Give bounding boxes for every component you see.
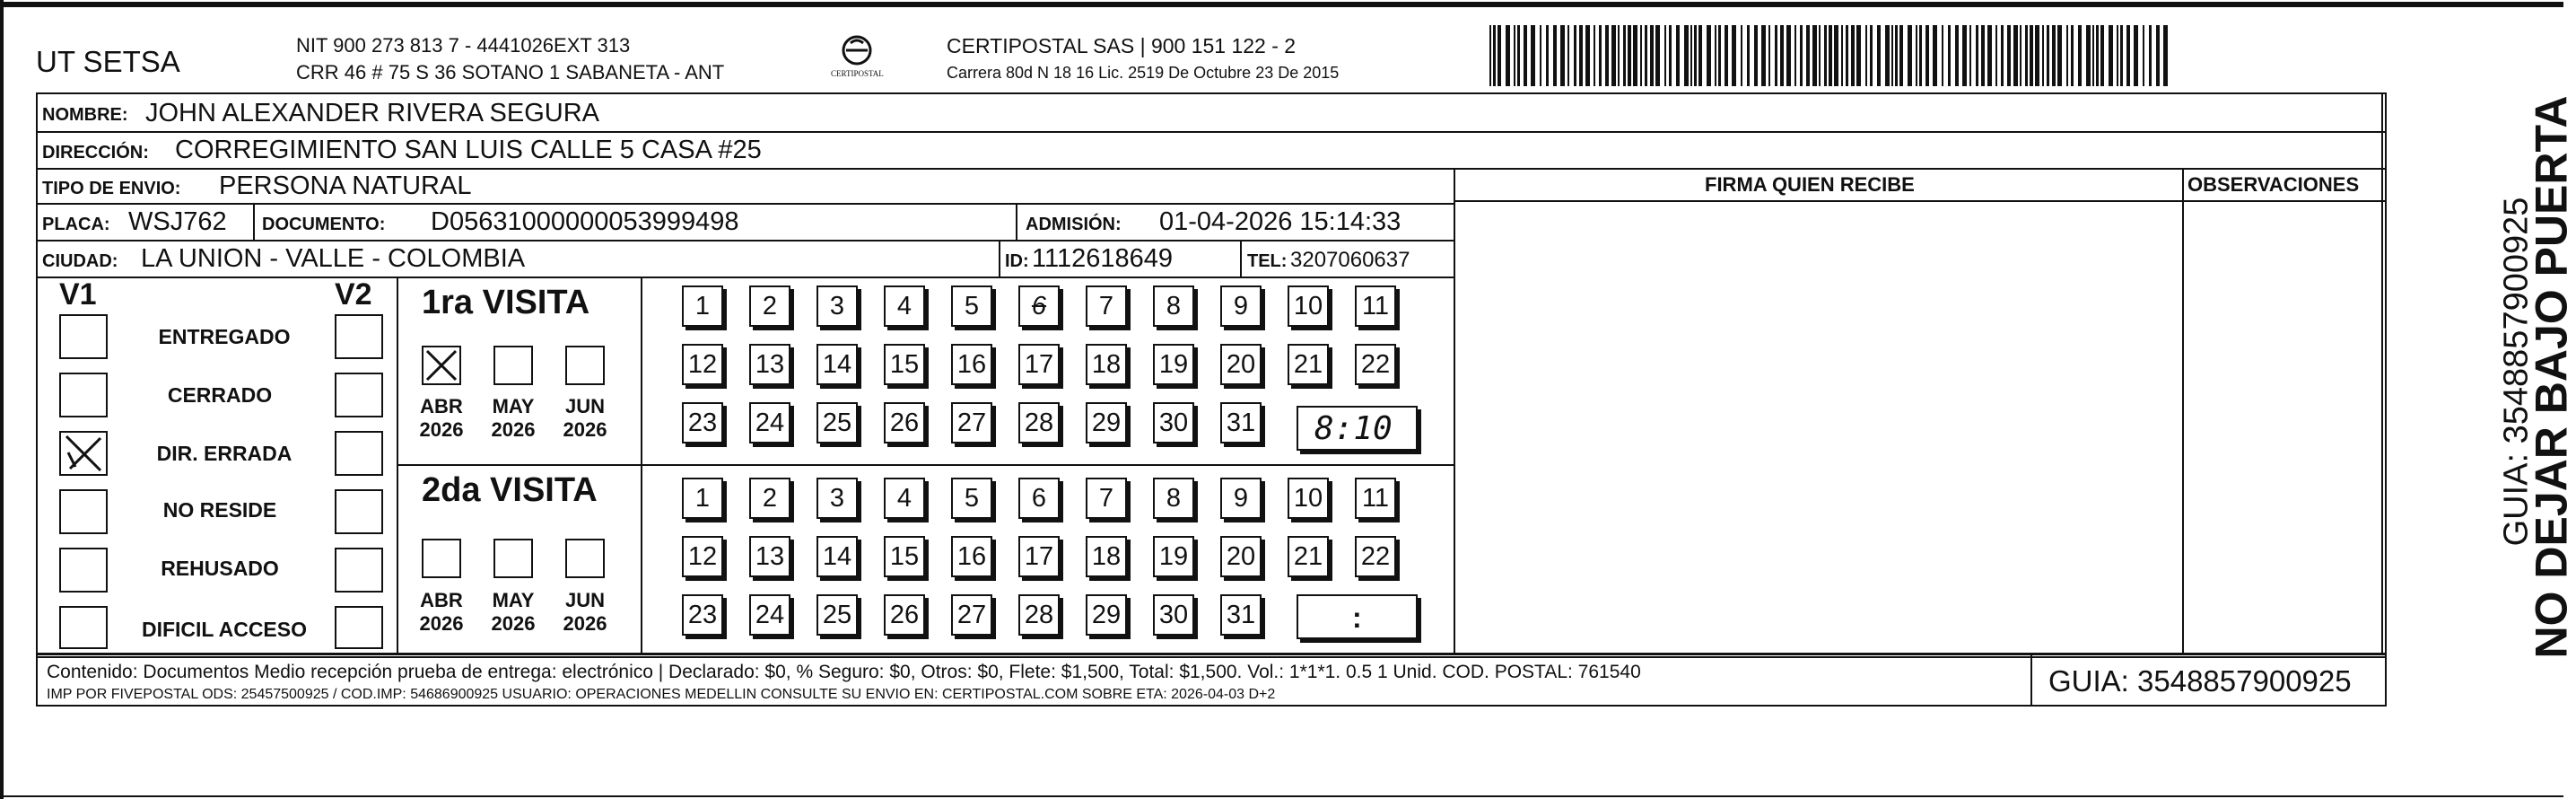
firma-header: FIRMA QUIEN RECIBE [1705,173,1915,196]
barcode-bar [1754,25,1758,86]
barcode-bar [1942,25,1943,86]
second-visit-day-6[interactable]: 6 [1018,478,1060,519]
nombre-value: JOHN ALEXANDER RIVERA SEGURA [145,99,600,127]
first-visit-day-25[interactable]: 25 [816,402,858,443]
second-visit-day-25[interactable]: 25 [816,594,858,636]
tel-value: 3207060637 [1290,248,1410,272]
certipostal-logo-icon [825,32,888,86]
barcode-bar [2007,25,2011,86]
second-visit-day-7[interactable]: 7 [1086,478,1127,519]
barcode-bar [1618,25,1620,86]
first-visit-day-18[interactable]: 18 [1086,344,1127,385]
first-visit-day-6[interactable]: 6 [1018,285,1060,327]
tipo-envio-value: PERSONA NATURAL [219,171,472,200]
barcode-bar [1856,25,1861,86]
barcode-bar [1794,25,1796,86]
divider [1454,200,2387,202]
month-name: MAY [492,395,535,417]
second-visit-day-16[interactable]: 16 [951,536,992,577]
second-visit-day-28[interactable]: 28 [1018,594,1060,636]
first-visit-month-may-checkbox[interactable] [493,346,533,385]
first-visit-day-19[interactable]: 19 [1153,344,1194,385]
divider [397,464,1454,466]
barcode-bar [1560,25,1565,86]
first-visit-day-11[interactable]: 11 [1355,285,1396,327]
second-visit-day-22[interactable]: 22 [1355,536,1396,577]
second-month-label-may [482,589,545,637]
first-visit-day-13[interactable]: 13 [749,344,790,385]
barcode-bar [1834,25,1838,86]
barcode-bar [1655,25,1660,86]
first-visit-day-31[interactable]: 31 [1220,402,1262,443]
first-visit-day-27[interactable]: 27 [951,402,992,443]
first-visit-day-12[interactable]: 12 [682,344,723,385]
barcode-bar [1870,25,1873,86]
barcode-bar [2109,25,2113,86]
barcode-bar [1718,25,1721,86]
tel-label: TEL: [1247,251,1288,271]
first-visit-day-7[interactable]: 7 [1086,285,1127,327]
barcode-bar [1715,25,1716,86]
tipo-envio-label: TIPO DE ENVIO: [42,179,181,198]
barcode-bar [2047,25,2049,86]
barcode-bar [1780,25,1784,86]
second-visit-day-18[interactable]: 18 [1086,536,1127,577]
bottom-border [0,795,2563,797]
barcode-bar [2052,25,2056,86]
first-visit-day-2[interactable]: 2 [749,285,790,327]
barcode-bar [2071,25,2074,86]
barcode-bar [1506,25,1510,86]
barcode-bar [1976,25,1978,86]
barcode-bar [1851,25,1855,86]
barcode-bar [2149,25,2152,86]
barcode-bar [1540,25,1541,86]
barcode-bar [1585,25,1590,86]
second-visit-day-8[interactable]: 8 [1153,478,1194,519]
barcode-bar [1908,25,1912,86]
second-visit-day-4[interactable]: 4 [884,478,925,519]
month-name: MAY [492,589,535,611]
divider [1016,203,1017,240]
barcode-bar [1553,25,1557,86]
ciudad-value: LA UNION - VALLE - COLOMBIA [141,244,526,273]
first-visit-day-10[interactable]: 10 [1288,285,1329,327]
direccion-label: DIRECCIÓN: [42,143,149,162]
first-visit-month-abr-checkbox[interactable] [422,346,461,385]
v1-checkbox-entregado[interactable] [59,314,108,359]
barcode-bar [2013,25,2018,86]
barcode-bar [1725,25,1728,86]
v1-checkbox-dificil-acceso[interactable] [59,606,108,649]
barcode-bar [2143,25,2144,86]
v1-checkbox-cerrado[interactable] [59,373,108,417]
first-visit-day-9[interactable]: 9 [1220,285,1262,327]
second-visit-day-9[interactable]: 9 [1220,478,1262,519]
divider [253,203,255,240]
placa-label: PLACA: [42,215,110,234]
admision-label: ADMISIÓN: [1026,215,1122,234]
v2-checkbox-entregado[interactable] [335,314,383,359]
imp-line: IMP POR FIVEPOSTAL ODS: 25457500925 / COD.IMP: 54686900925 USUARIO: OPERACIONES MEDELLIN CONSULTE SU ENVIO EN: CERTIPOSTAL.COM SOBRE ETA: 2026-04-03 D+2 [47,687,1276,702]
barcode-bar [1987,25,1992,86]
first-visit-day-5[interactable]: 5 [951,285,992,327]
barcode-bar [1698,25,1702,86]
placa-value: WSJ762 [128,207,227,236]
barcode [1489,25,2171,86]
divider [2030,653,2032,707]
barcode-bar [1899,25,1903,86]
barcode-bar [1955,25,1959,86]
ciudad-label: CIUDAD: [42,251,118,271]
second-visit-day-14[interactable]: 14 [816,536,858,577]
v2-checkbox-no-reside[interactable] [335,489,383,534]
status-dir-errada-label: DIR. ERRADA [156,442,293,465]
v2-checkbox-cerrado[interactable] [335,373,383,417]
v2-checkbox-dificil-acceso[interactable] [335,606,383,649]
barcode-bar [1829,25,1832,86]
first-visit-day-3[interactable]: 3 [816,285,858,327]
barcode-bar [1962,25,1967,86]
id-label: ID: [1005,251,1029,271]
second-visit-month-abr-checkbox[interactable] [422,539,461,578]
barcode-bar [1995,25,1997,86]
barcode-bar [2025,25,2028,86]
v1-checkbox-dir-errada[interactable] [59,431,108,476]
first-month-label-may [482,395,545,443]
first-visit-day-20[interactable]: 20 [1220,344,1262,385]
top-border [0,2,2563,7]
barcode-bar [1546,25,1549,86]
first-month-label-abr [410,395,473,443]
barcode-bar [1645,25,1647,86]
barcode-bar [1981,25,1985,86]
barcode-bar [1628,25,1631,86]
barcode-bar [1806,25,1810,86]
barcode-bar [2035,25,2039,86]
v2-label: V2 [335,277,372,312]
first-visit-day-23[interactable]: 23 [682,402,723,443]
second-visit-day-17[interactable]: 17 [1018,536,1060,577]
side-guia-number: GUIA: 3548857900925 [2497,197,2536,547]
barcode-bar [1891,25,1893,86]
second-visit-time-value: : [1352,601,1362,634]
barcode-bar [1579,25,1583,86]
barcode-bar [2100,25,2104,86]
barcode-bar [1594,25,1595,86]
barcode-bar [1574,25,1576,86]
id-value: 1112618649 [1032,244,1173,273]
barcode-bar [1895,25,1898,86]
admision-value: 01-04-2026 15:14:33 [1159,207,1402,236]
second-visit-day-1[interactable]: 1 [682,478,723,519]
barcode-bar [2092,25,2094,86]
barcode-bar [1664,25,1666,86]
status-dificil-acceso-label: DIFICIL ACCESO [141,618,307,641]
barcode-bar [2042,25,2044,86]
status-cerrado-label: CERRADO [167,383,273,407]
v2-checkbox-rehusado[interactable] [335,548,383,593]
barcode-bar [1605,25,1609,86]
barcode-bar [1775,25,1777,86]
second-visit-time-box[interactable] [1297,594,1418,639]
second-visit-month-may-checkbox[interactable] [493,539,533,578]
second-visit-day-12[interactable]: 12 [682,536,723,577]
barcode-bar [1768,25,1770,86]
barcode-bar [2134,25,2138,86]
barcode-bar [1567,25,1569,86]
second-visit-day-31[interactable]: 31 [1220,594,1262,636]
barcode-bar [1676,25,1680,86]
month-year: 2026 [491,418,536,442]
status-rehusado-label: REHUSADO [161,557,279,580]
status-no-reside-label: NO RESIDE [162,498,277,522]
second-visit-title: 2da VISITA [422,471,598,509]
no-dejar-bajo-puerta-warning: NO DEJAR BAJO PUERTA [2526,95,2576,659]
barcode-bar [1786,25,1791,86]
month-year: 2026 [563,612,607,636]
month-year: 2026 [491,612,536,636]
barcode-bar [1517,25,1520,86]
barcode-bar [1524,25,1527,86]
first-visit-day-17[interactable]: 17 [1018,344,1060,385]
first-visit-day-1[interactable]: 1 [682,285,723,327]
barcode-bar [1684,25,1689,86]
first-month-label-jun [554,395,616,443]
divider [2182,168,2184,653]
second-visit-day-29[interactable]: 29 [1086,594,1127,636]
divider [36,277,1454,278]
barcode-bar [1732,25,1736,86]
barcode-bar [1919,25,1922,86]
barcode-bar [1877,25,1881,86]
barcode-bar [1819,25,1821,86]
first-visit-title: 1ra VISITA [422,284,590,321]
second-visit-day-10[interactable]: 10 [1288,478,1329,519]
second-visit-day-3[interactable]: 3 [816,478,858,519]
barcode-bar [1925,25,1929,86]
v2-checkbox-dir-errada[interactable] [335,431,383,476]
barcode-bar [1824,25,1827,86]
barcode-bar [1623,25,1626,86]
first-visit-day-28[interactable]: 28 [1018,402,1060,443]
second-visit-day-30[interactable]: 30 [1153,594,1194,636]
footer-guia: GUIA: 3548857900925 [2048,664,2352,698]
month-name: JUN [564,395,605,417]
barcode-bar [1650,25,1654,86]
handwritten-x-mark-icon [61,433,106,474]
barcode-bar [1707,25,1711,86]
logo-text: CERTIPOSTAL [831,69,884,78]
barcode-bar [1741,25,1742,86]
barcode-bar [1599,25,1602,86]
first-visit-month-jun-checkbox[interactable] [565,346,605,385]
barcode-bar [1800,25,1803,86]
v1-checkbox-rehusado[interactable] [59,548,108,593]
barcode-bar [2126,25,2130,86]
second-month-label-jun [554,589,616,637]
barcode-bar [2117,25,2118,86]
first-visit-day-4[interactable]: 4 [884,285,925,327]
barcode-bar [1933,25,1937,86]
second-visit-day-23[interactable]: 23 [682,594,723,636]
certipostal-logo [825,32,888,86]
divider [2381,92,2383,653]
barcode-image [1489,25,2171,86]
barcode-bar [1514,25,1515,86]
barcode-bar [1498,25,1501,86]
documento-value: D05631000000053999498 [431,207,739,236]
barcode-bar [1633,25,1637,86]
barcode-bar [1812,25,1817,86]
first-visit-day-24[interactable]: 24 [749,402,790,443]
second-visit-day-13[interactable]: 13 [749,536,790,577]
divider [36,168,2387,170]
barcode-bar [1531,25,1535,86]
direccion-value: CORREGIMIENTO SAN LUIS CALLE 5 CASA #25 [175,136,762,164]
barcode-bar [2020,25,2022,86]
barcode-bar [1493,25,1496,86]
barcode-bar [1846,25,1848,86]
barcode-bar [2030,25,2033,86]
barcode-bar [2078,25,2082,86]
company-address: CRR 46 # 75 S 36 SOTANO 1 SABANETA - ANT [296,61,725,83]
observaciones-header: OBSERVACIONES [2187,173,2360,196]
left-border [0,0,4,799]
second-visit-day-21[interactable]: 21 [1288,536,1329,577]
documento-label: DOCUMENTO: [262,215,386,234]
barcode-bar [2120,25,2123,86]
month-year: 2026 [419,612,464,636]
barcode-bar [2156,25,2160,86]
second-visit-day-15[interactable]: 15 [884,536,925,577]
barcode-bar [1916,25,1917,86]
license-line: Carrera 80d N 18 16 Lic. 2519 De Octubre 23 De 2015 [947,64,1340,82]
first-visit-day-16[interactable]: 16 [951,344,992,385]
second-visit-month-jun-checkbox[interactable] [565,539,605,578]
status-entregado-label: ENTREGADO [158,325,291,348]
first-visit-day-30[interactable]: 30 [1153,402,1194,443]
second-visit-day-2[interactable]: 2 [749,478,790,519]
first-visit-day-22[interactable]: 22 [1355,344,1396,385]
barcode-bar [1969,25,1971,86]
second-visit-day-27[interactable]: 27 [951,594,992,636]
first-visit-time-box[interactable] [1297,406,1418,451]
first-visit-day-26[interactable]: 26 [884,402,925,443]
barcode-bar [1747,25,1750,86]
divider [1454,168,1455,653]
barcode-bar [1694,25,1697,86]
barcode-bar [1640,25,1642,86]
divider [1240,240,1242,277]
first-visit-day-8[interactable]: 8 [1153,285,1194,327]
first-visit-day-21[interactable]: 21 [1288,344,1329,385]
barcode-bar [2096,25,2099,86]
first-visit-day-29[interactable]: 29 [1086,402,1127,443]
second-visit-day-19[interactable]: 19 [1153,536,1194,577]
second-visit-day-11[interactable]: 11 [1355,478,1396,519]
barcode-bar [1841,25,1843,86]
month-name: ABR [420,395,463,417]
certipostal-line: CERTIPOSTAL SAS | 900 151 122 - 2 [947,34,1297,57]
company-name: UT SETSA [36,45,180,78]
divider [999,240,1000,277]
second-visit-day-26[interactable]: 26 [884,594,925,636]
divider [36,203,1454,205]
handwritten-x-mark-icon [424,347,459,383]
barcode-bar [1669,25,1672,86]
nombre-label: NOMBRE: [42,105,128,125]
second-visit-day-20[interactable]: 20 [1220,536,1262,577]
second-month-label-abr [410,589,473,637]
second-visit-day-5[interactable]: 5 [951,478,992,519]
barcode-bar [2086,25,2091,86]
barcode-bar [2066,25,2068,86]
month-year: 2026 [419,418,464,442]
barcode-bar [2057,25,2062,86]
contenido-line: Contenido: Documentos Medio recepción prueba de entrega: electrónico | Declarado: $0, % Seguro: $0, Otros: $0, Flete: $1,500, Total: $1,500. Vol.: 1*1*1. 0.5 1 Unid. COD. POSTAL: 761540 [47,662,1641,682]
divider [36,131,2387,133]
barcode-bar [1885,25,1890,86]
barcode-bar [2001,25,2004,86]
v1-checkbox-no-reside[interactable] [59,489,108,534]
month-name: ABR [420,589,463,611]
v1-label: V1 [59,277,97,312]
month-name: JUN [564,589,605,611]
barcode-bar [1865,25,1867,86]
first-visit-day-15[interactable]: 15 [884,344,925,385]
first-visit-day-14[interactable]: 14 [816,344,858,385]
barcode-bar [2163,25,2168,86]
first-visit-time-value: 8:10 [1314,410,1393,447]
barcode-bar [1690,25,1692,86]
barcode-bar [1761,25,1766,86]
barcode-bar [1611,25,1616,86]
month-year: 2026 [563,418,607,442]
nit-line: NIT 900 273 813 7 - 4441026EXT 313 [296,34,631,57]
barcode-bar [1489,25,1491,86]
barcode-bar [1948,25,1951,86]
second-visit-day-24[interactable]: 24 [749,594,790,636]
